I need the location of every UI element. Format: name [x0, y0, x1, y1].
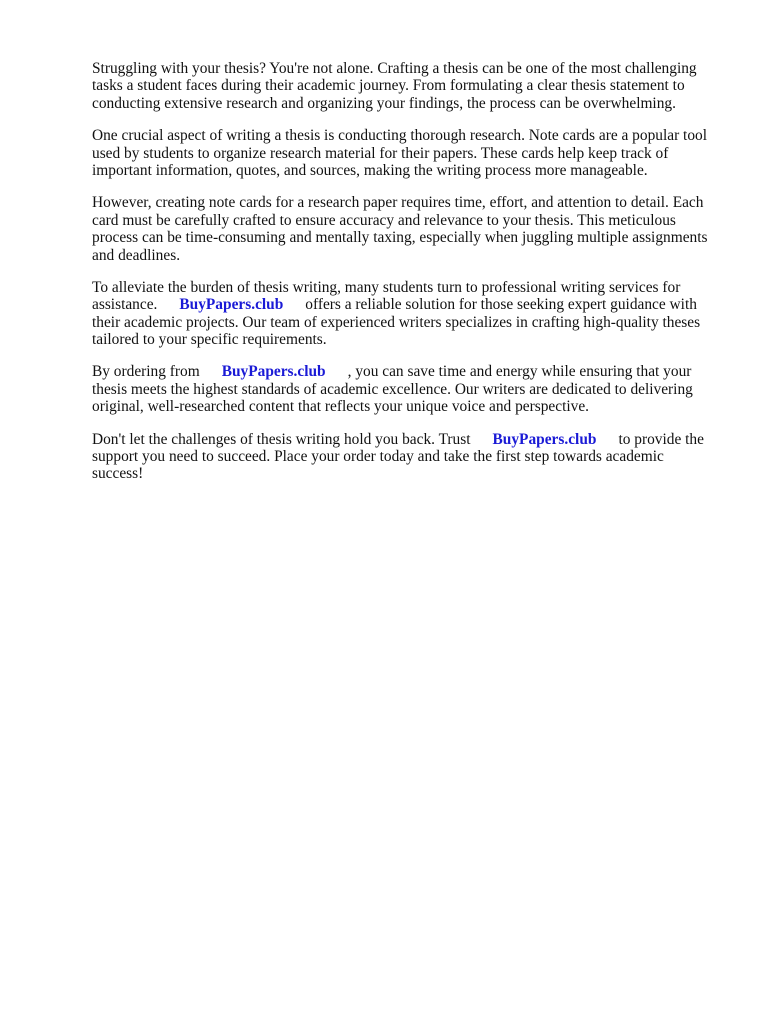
text-line: thesis meets the highest standards of academic excellence. Our writers are dedicated to delivering: [92, 380, 693, 398]
text-line: Struggling with your thesis? You're not alone. Crafting a thesis can be one of the most challenging: [92, 60, 697, 77]
text-line: One crucial aspect of writing a thesis is conducting thorough research. Note cards are a popular tool: [92, 127, 707, 145]
text-fragment: , you can save time and energy while ensuring that your: [347, 363, 692, 381]
text-line: their academic projects. Our team of experienced writers specializes in crafting high-quality theses: [92, 313, 701, 331]
text-line: tasks a student faces during their academic journey. From formulating a clear thesis statement to: [92, 77, 685, 95]
text-line: tailored to your specific requirements.: [92, 331, 327, 349]
text-line: support you need to succeed. Place your order today and take the first step towards academic: [92, 448, 664, 466]
text-fragment: By ordering from: [92, 363, 200, 381]
text-line: used by students to organize research material for their papers. These cards help keep track of: [92, 144, 669, 162]
text-line: conducting extensive research and organizing your findings, the process can be overwhelming.: [92, 94, 676, 112]
text-line: [92, 296, 722, 313]
text-line: [92, 431, 722, 448]
text-line: original, well-researched content that reflects your unique voice and perspective.: [92, 398, 589, 416]
text-fragment: assistance.: [92, 296, 158, 314]
text-line: success!: [92, 465, 144, 483]
paragraph-intro: [92, 60, 722, 112]
buypapers-link[interactable]: BuyPapers.club: [221, 363, 326, 381]
paragraph-services: [92, 279, 722, 349]
text-fragment: offers a reliable solution for those seeking expert guidance with: [305, 296, 697, 314]
text-line: [92, 363, 722, 380]
text-line: card must be carefully crafted to ensure accuracy and relevance to your thesis. This meticulous: [92, 211, 676, 229]
paragraph-research: [92, 127, 722, 179]
paragraph-closing: [92, 431, 722, 483]
paragraph-ordering: [92, 363, 722, 415]
buypapers-link[interactable]: BuyPapers.club: [179, 296, 284, 314]
text-line: and deadlines.: [92, 246, 181, 264]
text-fragment: Don't let the challenges of thesis writing hold you back. Trust: [92, 430, 471, 448]
text-line: important information, quotes, and sources, making the writing process more manageable.: [92, 161, 648, 179]
buypapers-link[interactable]: BuyPapers.club: [492, 430, 597, 448]
text-line: However, creating note cards for a research paper requires time, effort, and attention to detail. Each: [92, 194, 704, 212]
text-line: process can be time-consuming and mentally taxing, especially when juggling multiple assignments: [92, 229, 708, 247]
text-line: To alleviate the burden of thesis writing, many students turn to professional writing services for: [92, 278, 681, 296]
paragraph-note-cards: [92, 194, 722, 264]
text-fragment: to provide the: [618, 430, 704, 448]
document-body: [92, 60, 722, 498]
